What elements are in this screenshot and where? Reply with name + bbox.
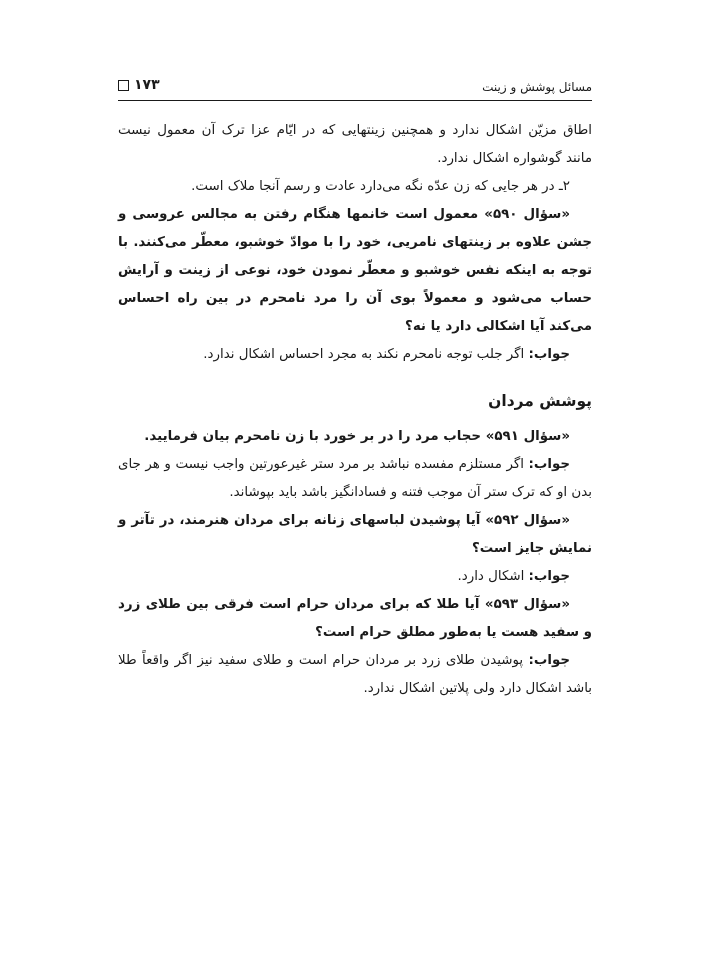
answer-592 (118, 563, 592, 591)
answer-label: جواب: (528, 569, 570, 584)
answer-text: اگر مستلزم مفسده نباشد بر مرد ستر غیرعورتین واجب نیست و هر جای بدن او که ترک ستر آن موجب فتنه و فسادانگیز باشد باید بپوشاند. (118, 457, 592, 500)
question-591: «سؤال ۵۹۱» حجاب مرد را در بر خورد با زن نامحرم بیان فرمایید. (144, 429, 570, 444)
answer-text: پوشیدن طلای زرد بر مردان حرام است و طلای سفید نیز اگر واقعاً طلا باشد اشکال دارد ولی پلاتین اشکال ندارد. (118, 653, 592, 696)
answer-label: جواب: (528, 347, 570, 362)
question-593: «سؤال ۵۹۳» آیا طلا که برای مردان حرام است فرقی بین طلای زرد و سفید هست یا به‌طور مطلق حرام است؟ (118, 597, 592, 640)
question-592: «سؤال ۵۹۲» آیا پوشیدن لباسهای زنانه برای مردان هنرمند، در تآتر و نمایش جایز است؟ (118, 513, 592, 556)
header-rule (118, 100, 592, 101)
page-header (118, 76, 592, 102)
answer-label: جواب: (528, 457, 570, 472)
paragraph-rule-2: ۲ـ در هر جایی که زن عدّه نگه می‌دارد عادت و رسم آنجا ملاک است. (191, 179, 570, 194)
answer-label: جواب: (528, 653, 570, 668)
running-title: مسائل پوشش و زینت (482, 80, 592, 94)
answer-590 (118, 341, 592, 369)
page-number-group (118, 77, 160, 93)
section-heading: پوشش مردان (488, 392, 592, 410)
answer-591 (118, 451, 592, 507)
page-number: ۱۷۳ (134, 77, 160, 93)
page-body (118, 117, 592, 703)
answer-text: اگر جلب توجه نامحرم نکند به مجرد احساس اشکال ندارد. (203, 347, 529, 362)
paragraph-continuation: اطاق مزیّن اشکال ندارد و همچنین زینتهایی که در ایّام عزا ترک آن معمول نیست مانند گوشواره اشکال ندارد. (118, 123, 592, 166)
answer-593 (118, 647, 592, 703)
answer-text: اشکال دارد. (457, 569, 529, 584)
square-icon (118, 80, 129, 91)
question-590: «سؤال ۵۹۰» معمول است خانمها هنگام رفتن به مجالس عروسی و جشن علاوه بر زینتهای نامریی، خود را با موادّ خوشبو، معطّر می‌کنند. با توجه به اینکه نفس خوشبو و معطّر نمودن خود، نوعی از زینت و آرایش حساب می‌شود و معمولاً بوی آن را مرد نامحرم در بین راه احساس می‌کند آیا اشکالی دارد یا نه؟ (118, 207, 592, 334)
